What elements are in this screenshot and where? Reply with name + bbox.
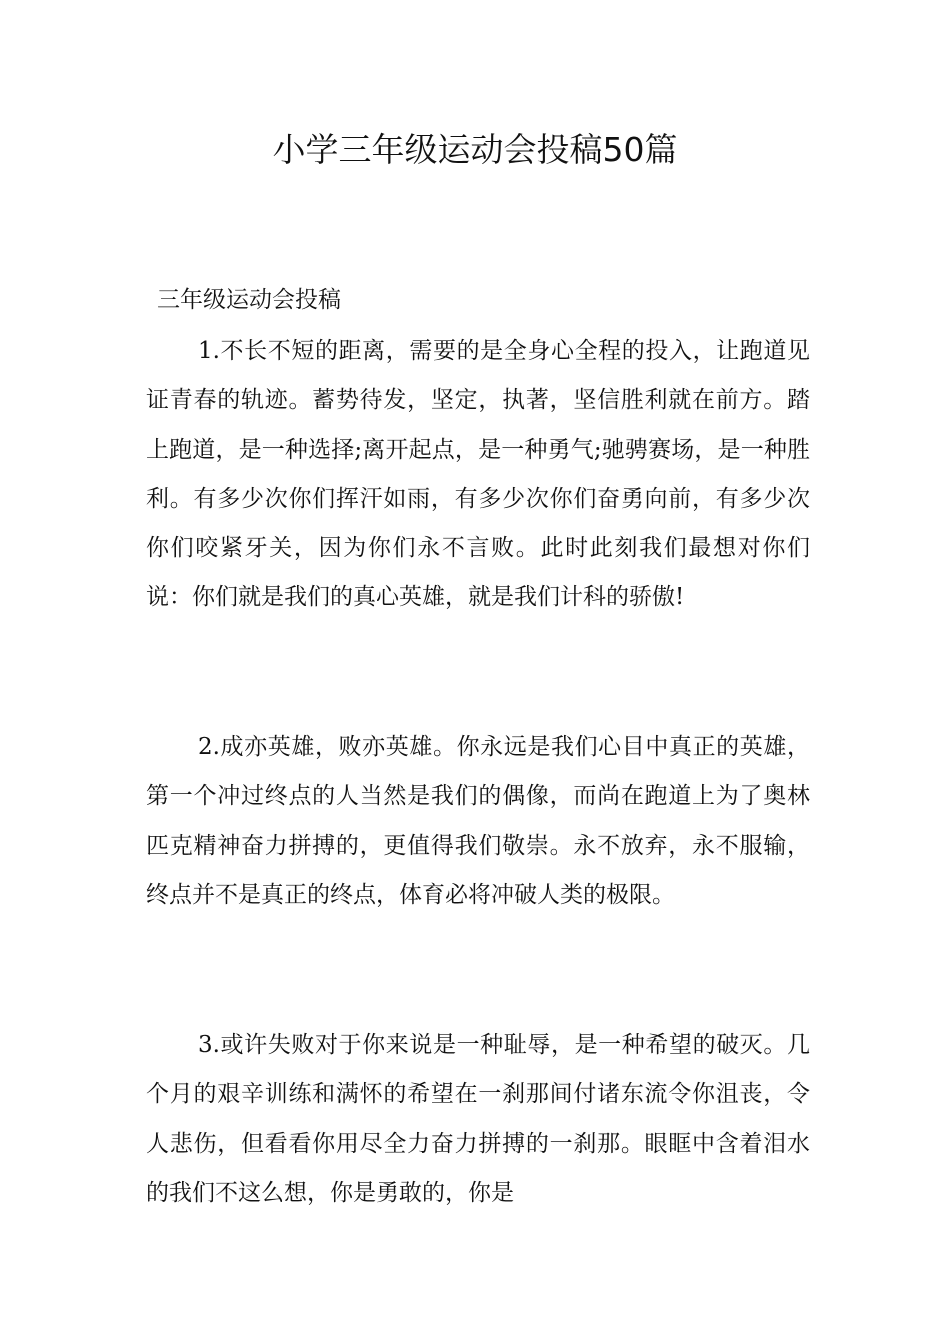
paragraph-1: 1.不长不短的距离，需要的是全身心全程的投入，让跑道见证青春的轨迹。蓄势待发，坚定，执著，坚信胜利就在前方。踏上跑道，是一种选择;离开起点，是一种勇气;驰骋赛场，是一种胜利。有多少次你们挥汗如雨，有多少次你们奋勇向前，有多少次你们咬紧牙关，因为你们永不言败。此时此刻我们最想对你们说：你们就是我们的真心英雄，就是我们计科的骄傲! xyxy=(146,338,810,611)
section-heading: 三年级运动会投稿 xyxy=(157,287,341,313)
paragraph-2: 2.成亦英雄，败亦英雄。你永远是我们心目中真正的英雄，第一个冲过终点的人当然是我们的偶像，而尚在跑道上为了奥林匹克精神奋力拼搏的，更值得我们敬崇。永不放弃，永不服输，终点并不是真正的终点，体育必将冲破人类的极限。 xyxy=(146,734,810,908)
document-title: 小学三年级运动会投稿50篇 xyxy=(272,130,678,169)
paragraph-3: 3.或许失败对于你来说是一种耻辱，是一种希望的破灭。几个月的艰辛训练和满怀的希望在一刹那间付诸东流令你沮丧，令人悲伤，但看看你用尽全力奋力拼搏的一刹那。眼眶中含着泪水的我们不这么想，你是勇敢的，你是 xyxy=(146,1032,810,1206)
